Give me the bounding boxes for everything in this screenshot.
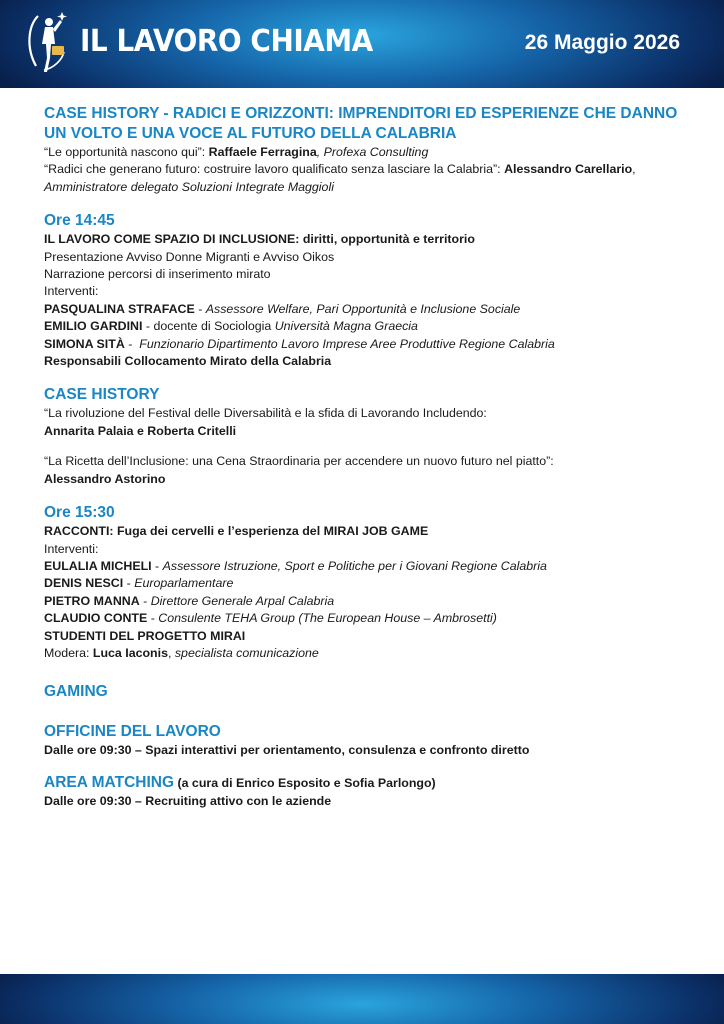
program-content [44, 104, 694, 810]
headline-rest: Fuga dei cervelli e l’esperienza del MIRAI JOB GAME [113, 524, 429, 539]
time-1530: Ore 15:30 [44, 504, 115, 522]
speaker-role: Consulente TEHA Group (The European House – Ambrosetti) [158, 611, 497, 626]
headline-bold: IL LAVORO COME SPAZIO DI INCLUSIONE: [44, 232, 300, 247]
speaker-role: Funzionario Dipartimento Lavoro Imprese Aree Produttive Regione Calabria [139, 336, 555, 351]
speaker-line [44, 336, 694, 353]
program-line: Narrazione percorsi di inserimento mirato [44, 267, 271, 282]
moderator-role: specialista comunicazione [174, 645, 319, 660]
section-title-radici: CASE HISTORY - RADICI E ORIZZONTI: IMPRENDITORI ED ESPERIENZE CHE DANNO UN VOLTO E UNA VOCE AL FUTURO DELLA CALABRIA [44, 105, 678, 142]
speaker-name: Raffaele Ferragina [208, 145, 317, 159]
interventi-label: Interventi: [44, 284, 99, 299]
speaker-role: Amministratore delegato Soluzioni Integrate Maggioli [44, 179, 334, 194]
speaker-name: PASQUALINA STRAFACE [44, 301, 195, 316]
moderator-label: Modera: [44, 645, 93, 660]
section-title-gaming: GAMING [44, 683, 108, 701]
speaker-name: EMILIO GARDINI [44, 319, 143, 334]
section-title-officine: OFFICINE DEL LAVORO [44, 723, 221, 741]
session-headline [44, 523, 694, 540]
quote-line: “La Ricetta dell’Inclusione: una Cena Straordinaria per accendere un nuovo futuro nel piatto”: [44, 454, 554, 469]
closing-line: Responsabili Collocamento Mirato della Calabria [44, 354, 332, 369]
matching-title: AREA MATCHING [44, 773, 175, 791]
speaker-role: , Profexa Consulting [316, 145, 429, 159]
headline-rest: diritti, opportunità e territorio [299, 232, 475, 247]
footer-banner [0, 974, 724, 1024]
headline-bold: RACCONTI: [44, 524, 114, 539]
moderator-name: Luca Iaconis [92, 645, 168, 660]
separator: - [124, 336, 140, 351]
matching-line: Dalle ore 09:30 – Recruiting attivo con le aziende [44, 793, 332, 808]
speaker-line [44, 575, 694, 592]
speaker-line [44, 593, 694, 610]
speaker-name: Alessandro Carellario [504, 162, 633, 177]
speaker-line [44, 558, 694, 575]
separator: , [167, 645, 175, 660]
quote-line: “La rivoluzione del Festival delle Diversabilità e la sfida di Lavorando Includendo: [44, 406, 487, 421]
time-1445: Ore 14:45 [44, 212, 115, 230]
separator: , [632, 162, 636, 177]
students-line: STUDENTI DEL PROGETTO MIRAI [44, 628, 246, 643]
section-title-case-history: CASE HISTORY [44, 386, 160, 404]
event-date: 26 Maggio 2026 [524, 31, 680, 54]
speaker-role: Università Magna Graecia [274, 319, 418, 334]
speaker-name: DENIS NESCI [44, 576, 124, 591]
speaker-role: Direttore Generale Arpal Calabria [150, 593, 335, 608]
speaker-name: CLAUDIO CONTE [44, 611, 148, 626]
speaker-line [44, 610, 694, 627]
speaker-line [44, 301, 694, 318]
speaker-role-plain: docente di Sociologia [153, 319, 275, 334]
speaker-name: EULALIA MICHELI [44, 558, 152, 573]
officine-line: Dalle ore 09:30 – Spazi interattivi per orientamento, consulenza e confronto diretto [44, 743, 530, 758]
separator: - [139, 593, 151, 608]
section-title-matching [44, 773, 694, 793]
moderator-line [44, 645, 694, 662]
session-headline [44, 231, 694, 248]
speaker-names: Annarita Palaia e Roberta Critelli [44, 423, 237, 438]
speaker-role: Europarlamentare [134, 576, 234, 591]
speaker-name: SIMONA SITÀ [44, 336, 125, 351]
header-banner [0, 0, 724, 88]
separator: - [123, 576, 135, 591]
quote-text: “Radici che generano futuro: costruire lavoro qualificato senza lasciare la Calabria”: [44, 162, 505, 177]
program-line [44, 161, 694, 196]
speaker-role: Assessore Welfare, Pari Opportunità e Inclusione Sociale [205, 301, 521, 316]
separator: - [151, 558, 163, 573]
separator: - [194, 301, 206, 316]
program-line: Presentazione Avviso Donne Migranti e Avviso Oikos [44, 249, 335, 264]
worker-silhouette-logo-icon [24, 8, 70, 78]
matching-note: (a cura di Enrico Esposito e Sofia Parlongo) [174, 775, 436, 790]
separator: - [147, 611, 159, 626]
speaker-role: Assessore Istruzione, Sport e Politiche per i Giovani Regione Calabria [162, 558, 547, 573]
brand-title: IL LAVORO CHIAMA [80, 24, 373, 59]
separator: - [142, 319, 154, 334]
program-line [44, 144, 694, 161]
quote-text: “Le opportunità nascono qui”: [44, 145, 209, 159]
interventi-label: Interventi: [44, 541, 99, 556]
speaker-name: PIETRO MANNA [44, 593, 140, 608]
speaker-name: Alessandro Astorino [44, 471, 166, 486]
speaker-line [44, 318, 694, 335]
